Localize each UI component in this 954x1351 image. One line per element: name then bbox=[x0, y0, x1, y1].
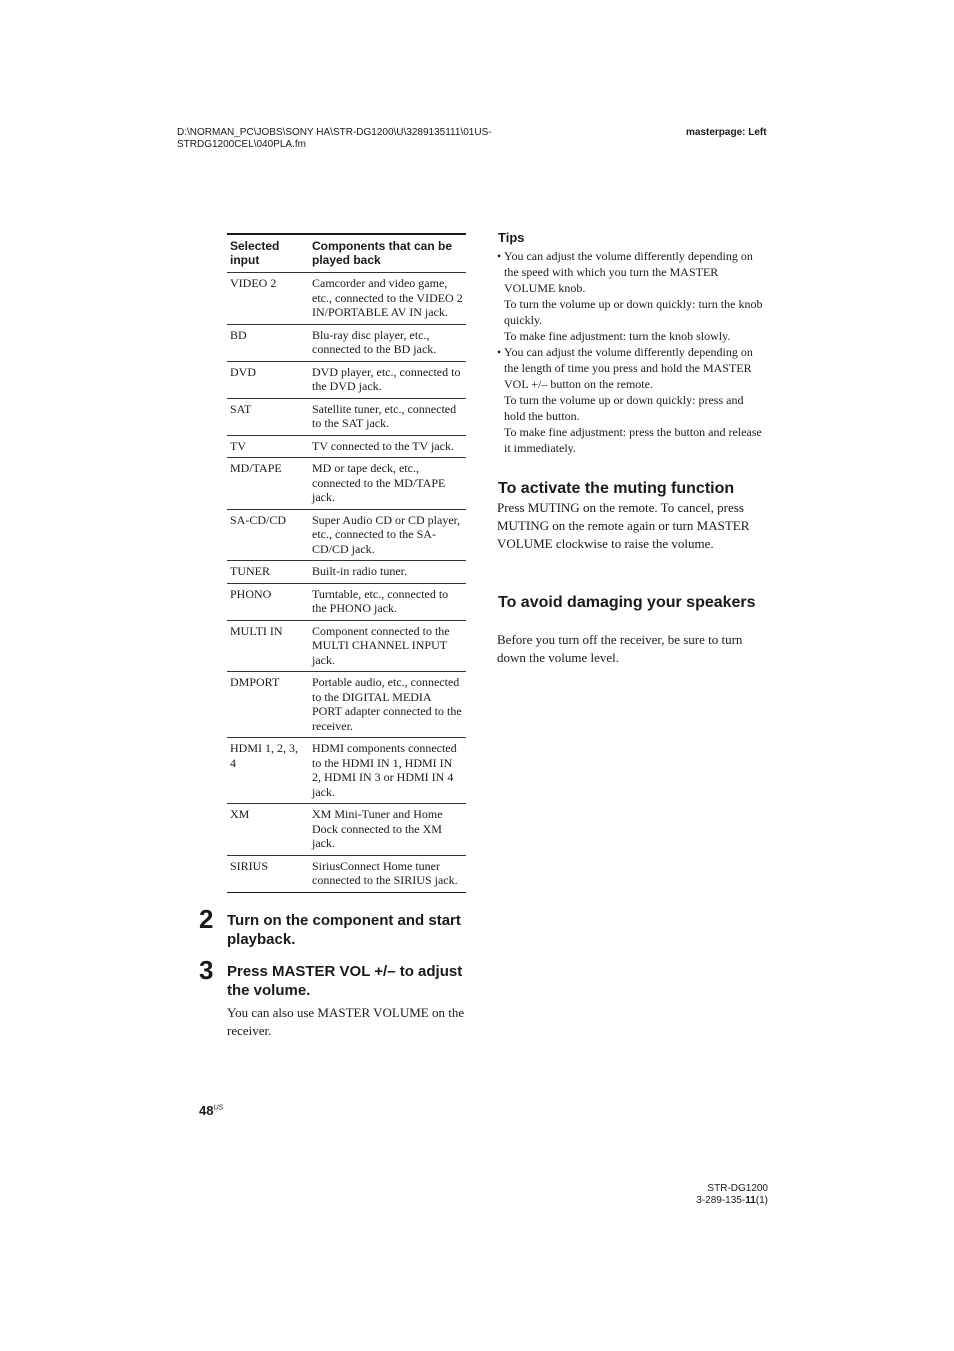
step-title-2: Turn on the component and start playback. bbox=[227, 912, 461, 948]
table-row bbox=[227, 324, 466, 361]
part-number-suffix: (1) bbox=[755, 1195, 768, 1206]
file-path-line-1: D:\NORMAN_PC\JOBS\SONY HA\STR-DG1200\U\3289135111\01US- bbox=[177, 127, 492, 138]
section-heading-muting: To activate the muting function bbox=[498, 480, 735, 497]
component-cell: DVD player, etc., connected to the DVD jack. bbox=[309, 361, 466, 398]
table-header-row bbox=[227, 234, 466, 273]
component-cell: Component connected to the MULTI CHANNEL INPUT jack. bbox=[309, 620, 466, 672]
tip-subtext: To turn the volume up or down quickly: press and hold the button. bbox=[504, 393, 744, 423]
section-body-speakers: Before you turn off the receiver, be sure to turn down the volume level. bbox=[497, 632, 743, 665]
tips-list bbox=[497, 248, 765, 456]
file-path-header bbox=[177, 127, 597, 151]
section-body-muting: Press MUTING on the remote. To cancel, press MUTING on the remote again or turn MASTER VOLUME clockwise to raise the volume. bbox=[497, 500, 750, 551]
component-cell: MD or tape deck, etc., connected to the MD/TAPE jack. bbox=[309, 458, 466, 510]
component-cell: HDMI components connected to the HDMI IN 1, HDMI IN 2, HDMI IN 3 or HDMI IN 4 jack. bbox=[309, 738, 466, 804]
input-name-cell: HDMI 1, 2, 3, 4 bbox=[227, 738, 309, 804]
tip-subtext: To make fine adjustment: press the button and release it immediately. bbox=[504, 425, 762, 455]
component-cell: Satellite tuner, etc., connected to the SAT jack. bbox=[309, 398, 466, 435]
tip-subtext: To turn the volume up or down quickly: turn the knob quickly. bbox=[504, 297, 763, 327]
page-number bbox=[199, 1103, 223, 1118]
step-body-3: You can also use MASTER VOLUME on the receiver. bbox=[227, 1005, 465, 1038]
component-cell: Blu-ray disc player, etc., connected to the BD jack. bbox=[309, 324, 466, 361]
component-cell: Turntable, etc., connected to the PHONO jack. bbox=[309, 583, 466, 620]
table-row bbox=[227, 509, 466, 561]
masterpage-label: masterpage: Left bbox=[686, 127, 767, 138]
table-row bbox=[227, 561, 466, 584]
input-name-cell: SA-CD/CD bbox=[227, 509, 309, 561]
part-number-prefix: 3-289-135- bbox=[696, 1195, 746, 1206]
input-name-cell: PHONO bbox=[227, 583, 309, 620]
table-row bbox=[227, 855, 466, 892]
table-row bbox=[227, 398, 466, 435]
component-cell: TV connected to the TV jack. bbox=[309, 435, 466, 458]
part-number bbox=[686, 1195, 768, 1207]
table-row bbox=[227, 804, 466, 856]
input-name-cell: SAT bbox=[227, 398, 309, 435]
tip-item bbox=[497, 248, 765, 296]
model-name: STR-DG1200 bbox=[707, 1183, 768, 1194]
table-row bbox=[227, 458, 466, 510]
input-name-cell: TUNER bbox=[227, 561, 309, 584]
input-name-cell: BD bbox=[227, 324, 309, 361]
step-number-3: 3 bbox=[199, 955, 214, 985]
section-heading-speakers: To avoid damaging your speakers bbox=[498, 594, 756, 611]
tip-subtext: To make fine adjustment: turn the knob slowly. bbox=[504, 329, 731, 343]
part-number-revision: 11 bbox=[745, 1195, 756, 1206]
input-name-cell: DVD bbox=[227, 361, 309, 398]
document-code bbox=[686, 1183, 768, 1207]
component-cell: SiriusConnect Home tuner connected to the SIRIUS jack. bbox=[309, 855, 466, 892]
input-name-cell: VIDEO 2 bbox=[227, 273, 309, 325]
component-cell: Portable audio, etc., connected to the DIGITAL MEDIA PORT adapter connected to the receiver. bbox=[309, 672, 466, 738]
input-name-cell: SIRIUS bbox=[227, 855, 309, 892]
bullet-icon: • bbox=[497, 249, 502, 263]
input-table bbox=[227, 233, 466, 893]
table-row bbox=[227, 435, 466, 458]
tip-item bbox=[497, 344, 765, 392]
input-name-cell: MULTI IN bbox=[227, 620, 309, 672]
tip-text: You can adjust the volume differently depending on the speed with which you turn the MASTER VOLUME knob. bbox=[504, 249, 753, 295]
component-cell: XM Mini-Tuner and Home Dock connected to the XM jack. bbox=[309, 804, 466, 856]
bullet-icon: • bbox=[497, 345, 502, 359]
column-header-selected-input: Selected input bbox=[230, 239, 280, 267]
component-cell: Camcorder and video game, etc., connected to the VIDEO 2 IN/PORTABLE AV IN jack. bbox=[309, 273, 466, 325]
tips-heading: Tips bbox=[498, 230, 525, 245]
input-name-cell: XM bbox=[227, 804, 309, 856]
step-number-2: 2 bbox=[199, 904, 214, 934]
input-name-cell: TV bbox=[227, 435, 309, 458]
table-row bbox=[227, 672, 466, 738]
component-cell: Built-in radio tuner. bbox=[309, 561, 466, 584]
table-row bbox=[227, 361, 466, 398]
file-path-line-2: STRDG1200CEL\040PLA.fm bbox=[177, 139, 306, 150]
table-row bbox=[227, 620, 466, 672]
table-row bbox=[227, 273, 466, 325]
page-number-suffix: US bbox=[213, 1104, 224, 1112]
input-name-cell: MD/TAPE bbox=[227, 458, 309, 510]
input-name-cell: DMPORT bbox=[227, 672, 309, 738]
table-row bbox=[227, 738, 466, 804]
table-row bbox=[227, 583, 466, 620]
page-number-value: 48 bbox=[199, 1103, 214, 1118]
column-header-components: Components that can be played back bbox=[312, 239, 453, 267]
tip-text: You can adjust the volume differently depending on the length of time you press and hold the MASTER VOL +/– button on the remote. bbox=[504, 345, 753, 391]
step-title-3: Press MASTER VOL +/– to adjust the volume. bbox=[227, 963, 463, 999]
component-cell: Super Audio CD or CD player, etc., connected to the SA-CD/CD jack. bbox=[309, 509, 466, 561]
